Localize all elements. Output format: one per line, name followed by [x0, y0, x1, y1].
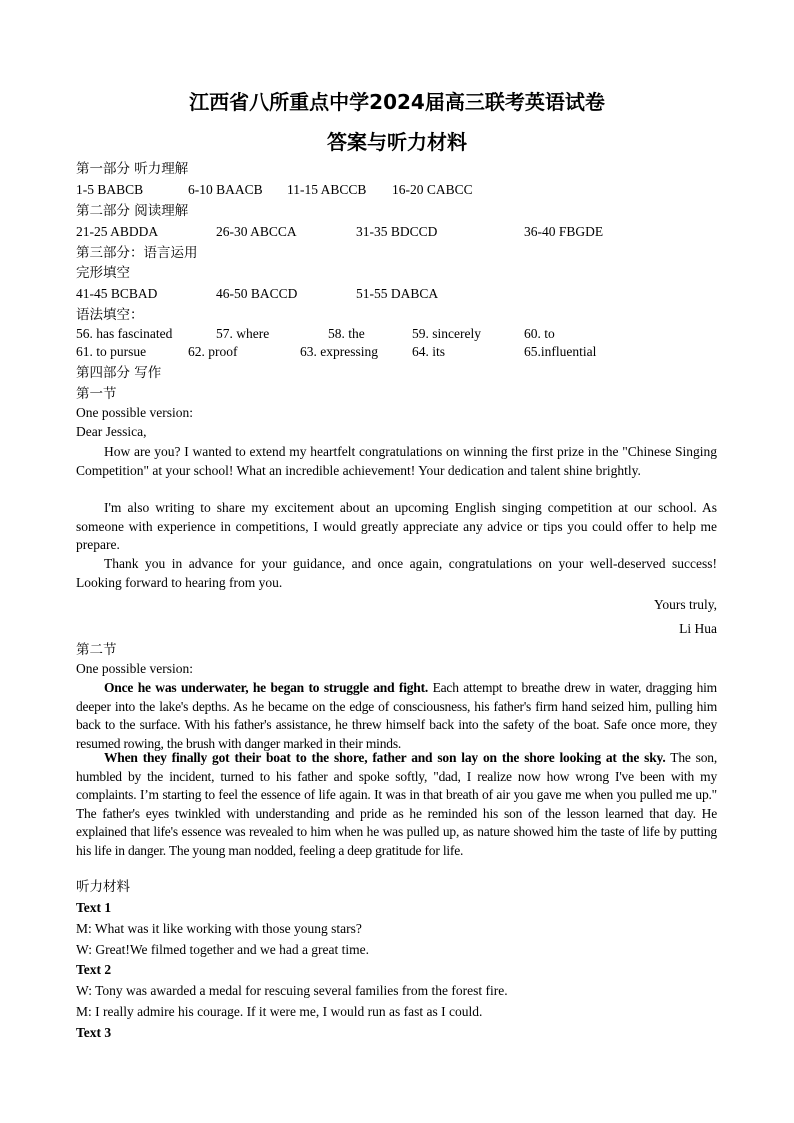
document-subtitle: 答案与听力材料: [327, 130, 467, 154]
version-label: One possible version:: [76, 661, 193, 676]
part2-answer: 31-35 BDCCD: [356, 224, 438, 239]
story-paragraph-opening: Once he was underwater, he began to struggle and fight.: [104, 680, 429, 695]
grammar-answer: 65.influential: [524, 344, 597, 359]
story-paragraph: [76, 749, 717, 860]
section2-heading: 第二节: [76, 642, 117, 658]
dialogue-line: M: I really admire his courage. If it were me, I would run as fast as I could.: [76, 1004, 483, 1019]
text-label: Text 1: [76, 900, 112, 915]
part2-answer: 36-40 FBGDE: [524, 224, 604, 239]
salutation: Dear Jessica,: [76, 424, 147, 439]
cloze-heading: 完形填空: [76, 265, 130, 281]
grammar-answer: 58. the: [328, 326, 365, 341]
part2-answer: 26-30 ABCCA: [216, 224, 297, 239]
story-paragraph: [76, 679, 717, 753]
dialogue-line: W: Tony was awarded a medal for rescuing several families from the forest fire.: [76, 983, 508, 998]
part1-answer: 6-10 BAACB: [188, 182, 263, 197]
letter-closing: Yours truly,: [653, 597, 717, 612]
part1-heading: 第一部分 听力理解: [76, 161, 189, 177]
grammar-answer: 62. proof: [188, 344, 238, 359]
text-label: Text 3: [76, 1025, 112, 1040]
letter-paragraph: How are you? I wanted to extend my heartfelt congratulations on winning the first prize in the "Chinese Singing Competition" at your school! What an incredible achievement! Your dedication and talent shine brightly.: [76, 444, 717, 478]
part1-answer: 16-20 CABCC: [392, 182, 473, 197]
story-paragraph-opening: When they finally got their boat to the shore, father and son lay on the shore looking at the sky.: [104, 750, 666, 765]
part3-heading: 第三部分：语言运用: [76, 245, 198, 261]
part1-answer: 11-15 ABCCB: [287, 182, 367, 197]
letter-signature: Li Hua: [679, 621, 717, 636]
dialogue-line: W: Great!We filmed together and we had a great time.: [76, 942, 370, 957]
cloze-answer: 46-50 BACCD: [216, 286, 298, 301]
grammar-answer: 63. expressing: [300, 344, 378, 359]
part4-heading: 第四部分 写作: [76, 365, 162, 381]
version-label: One possible version:: [76, 405, 193, 420]
story-paragraph-body: The son, humbled by the incident, turned to his father and spoke softly, "dad, I realize now how wrong I've been with my complaints. I’m starting to feel the essence of life again. It was in that breath of air you gave me when you pulled me up." The father's eyes twinkled with understanding and pride as he reminded his son of the lesson learned that day. He explained that life's essence was revealed to him when he was pulled up, as nature showed him the taste of life by putting his life in danger. The young man nodded, feeling a deep gratitude for life.: [76, 750, 717, 858]
letter-paragraph: Thank you in advance for your guidance, and once again, congratulations on your well-deserved success! Looking forward to hearing from you.: [76, 556, 717, 590]
story-paragraph-body: Each attempt to breathe drew in water, dragging him deeper into the lake's depths. As he became on the edge of consciousness, his father's firm hand seized him, pulling him back to the surface. With his father's assistance, he threw himself back into the safety of the boat. Safe once more, they resumed rowing, the brush with danger marked in their minds.: [76, 680, 717, 751]
dialogue-line: M: What was it like working with those young stars?: [76, 921, 362, 936]
text-label: Text 2: [76, 962, 112, 977]
grammar-answer: 57. where: [216, 326, 270, 341]
part2-answer: 21-25 ABDDA: [76, 224, 159, 239]
part1-answer: 1-5 BABCB: [76, 182, 144, 197]
grammar-heading: 语法填空：: [76, 307, 144, 323]
section1-heading: 第一节: [76, 386, 117, 402]
grammar-answer: 64. its: [412, 344, 446, 359]
grammar-answer: 60. to: [524, 326, 555, 341]
grammar-answer: 56. has fascinated: [76, 326, 173, 341]
letter-paragraph: I'm also writing to share my excitement about an upcoming English singing competition at our school. As someone with experience in competitions, I would greatly appreciate any advice or tips you could offer to help me prepare.: [76, 500, 717, 552]
listening-heading: 听力材料: [76, 879, 130, 895]
document-title: 江西省八所重点中学2024届高三联考英语试卷: [189, 90, 605, 114]
part2-heading: 第二部分 阅读理解: [76, 203, 189, 219]
grammar-answer: 59. sincerely: [412, 326, 481, 341]
cloze-answer: 51-55 DABCA: [356, 286, 439, 301]
grammar-answer: 61. to pursue: [76, 344, 147, 359]
cloze-answer: 41-45 BCBAD: [76, 286, 158, 301]
